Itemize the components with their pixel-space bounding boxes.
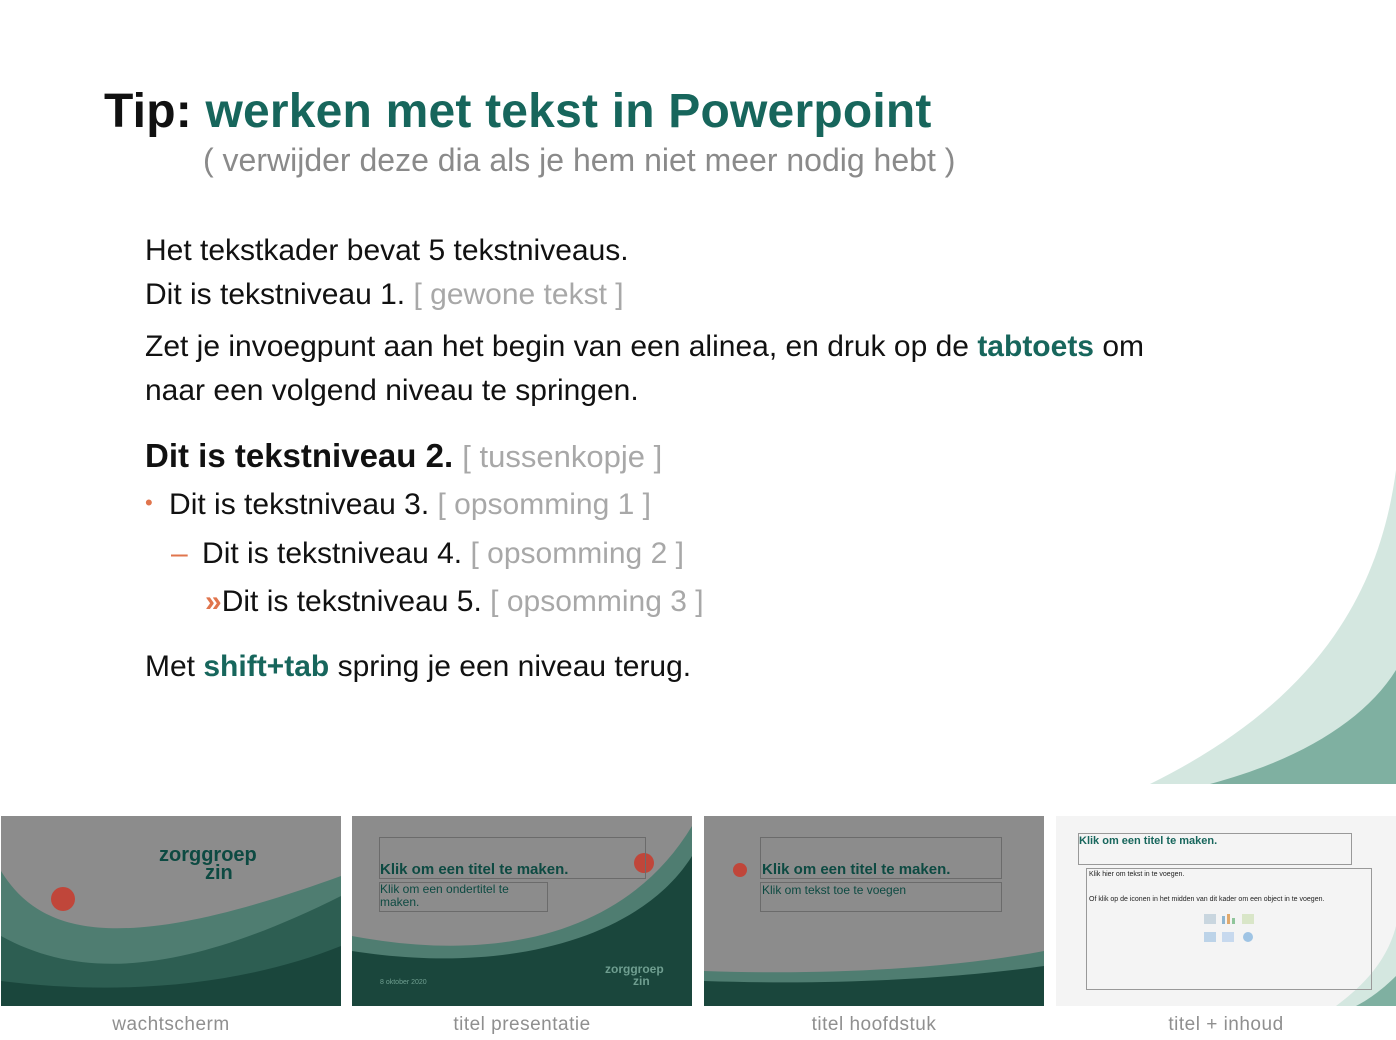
body-line-1: Het tekstkader bevat 5 tekstniveaus. (145, 234, 629, 267)
slide-title (104, 84, 932, 139)
thumb-date: 8 oktober 2020 (380, 979, 427, 986)
level5-line (205, 585, 704, 619)
level3-hint: [ opsomming 1 ] (437, 488, 651, 521)
title-main: werken met tekst in Powerpoint (205, 85, 932, 138)
thumb-subtitle: Klik om een ondertitel te maken. (380, 882, 509, 909)
thumbnail-wachtscherm[interactable] (1, 816, 341, 1006)
level1-text: Dit is tekstniveau 1. (145, 278, 406, 311)
shift-tab-keyword: shift+tab (203, 650, 330, 683)
line3-part-b: om (1102, 330, 1145, 363)
level5-hint: [ opsomming 3 ] (490, 585, 704, 618)
title-prefix: Tip: (104, 85, 192, 138)
insert-object-icons (1202, 912, 1258, 946)
level4-hint: [ opsomming 2 ] (470, 537, 684, 570)
level1-hint: [ gewone tekst ] (413, 278, 624, 311)
last-part-b: spring je een niveau terug. (337, 650, 692, 683)
thumb-title: Klik om een titel te maken. (1079, 835, 1218, 847)
logo-zorggroep-zin: zorggroep zin (605, 962, 664, 988)
level2-text: Dit is tekstniveau 2. (145, 437, 454, 474)
thumb-subtitle: Klik om tekst toe te voegen (762, 883, 907, 897)
body-line-3 (145, 330, 1144, 364)
label-titel-presentatie: titel presentatie (453, 1014, 591, 1035)
label-titel-inhoud: titel + inhoud (1168, 1014, 1284, 1035)
line3-part-a: Zet je invoegpunt aan het begin van een alinea, en druk op de (145, 330, 969, 363)
level2-line (145, 437, 662, 475)
body-line-4: naar een volgend niveau te springen. (145, 374, 639, 407)
level3-line (145, 488, 651, 522)
level3-text: Dit is tekstniveau 3. (169, 488, 430, 521)
body-last-line (145, 650, 691, 684)
level3-bullet: • (145, 490, 153, 515)
level4-text: Dit is tekstniveau 4. (202, 537, 463, 570)
slide-subtitle: ( verwijder deze dia als je hem niet meer nodig hebt ) (203, 142, 956, 178)
thumbnail-titel-inhoud[interactable] (1056, 816, 1396, 1006)
thumb-text-1: Klik hier om tekst in te voegen. (1089, 871, 1185, 878)
level4-line (171, 537, 684, 571)
label-wachtscherm: wachtscherm (112, 1014, 230, 1035)
logo-zorggroep-zin: zorggroep zin (159, 844, 257, 884)
tabtoets-keyword: tabtoets (977, 330, 1094, 363)
thumb-text-2: Of klik op de iconen in het midden van dit kader om een object in te voegen. (1089, 896, 1325, 903)
thumbnail-titel-presentatie[interactable] (352, 816, 692, 1006)
level5-bullet: » (205, 585, 222, 618)
thumb-title: Klik om een titel te maken. (762, 861, 951, 878)
thumbnail-titel-hoofdstuk[interactable] (704, 816, 1044, 1006)
body-line-2 (145, 278, 624, 312)
level2-hint: [ tussenkopje ] (462, 439, 663, 474)
decorative-swoosh (1150, 470, 1396, 784)
label-titel-hoofdstuk: titel hoofdstuk (811, 1014, 937, 1035)
level5-text: Dit is tekstniveau 5. (221, 585, 482, 618)
thumb-title: Klik om een titel te maken. (380, 861, 569, 878)
last-part-a: Met (145, 650, 196, 683)
level4-bullet: – (171, 537, 188, 570)
